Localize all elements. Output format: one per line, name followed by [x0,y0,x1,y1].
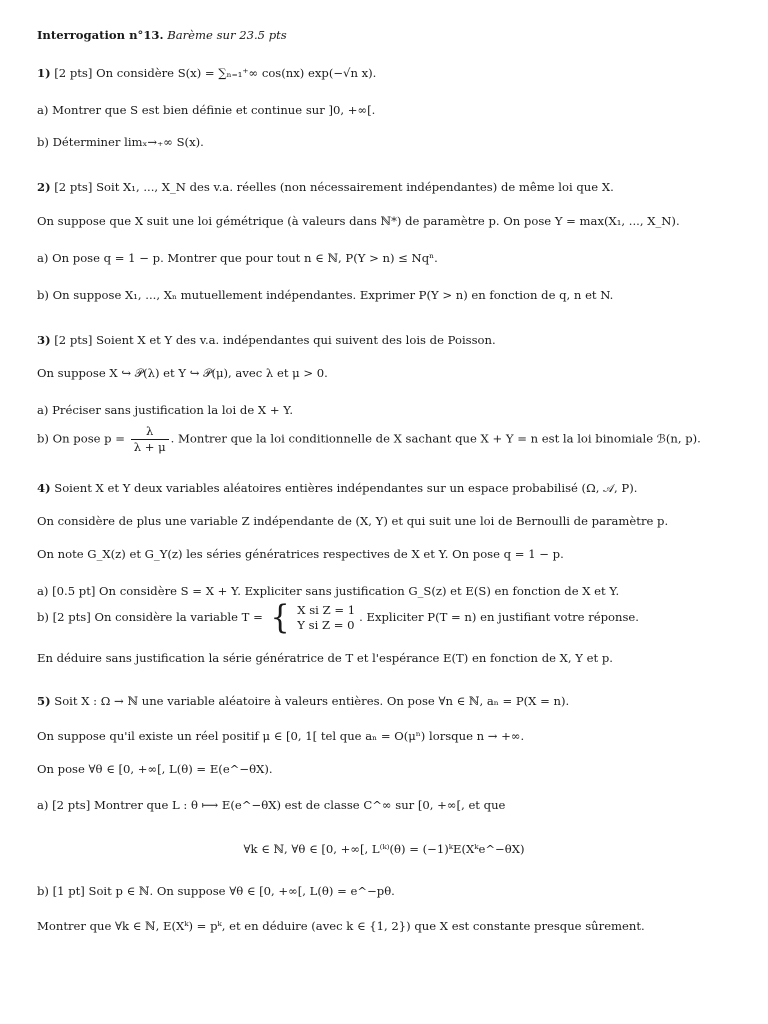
ex1-question-b: b) Déterminer limₓ→₊∞ S(x). [37,135,204,149]
ex4-variable-z: On considère de plus une variable Z indépendante de (X, Y) et qui suit une loi de Bernoulli de paramètre p. [37,514,669,528]
exam-title: Interrogation n°13. [37,28,164,42]
ex1-question-a: a) Montrer que S est bien définie et continue sur ]0, +∞[. [37,103,376,117]
ex3-number: 3) [37,333,51,347]
ex3-intro [37,333,496,348]
exam-header [37,28,287,43]
ex5-statement: Soit X : Ω → ℕ une variable aléatoire à valeurs entières. On pose ∀n ∈ ℕ, aₙ = P(X = n). [54,694,570,708]
ex2-question-b: b) On suppose X₁, ..., Xₙ mutuellement indépendantes. Exprimer P(Y > n) en fonction de q, n et N. [37,288,614,302]
ex3-question-a: a) Préciser sans justification la loi de X + Y. [37,403,294,417]
ex4-b-suffix: . Expliciter P(T = n) en justifiant votre réponse. [359,610,639,624]
ex4-question-a: a) [0.5 pt] On considère S = X + Y. Expliciter sans justification G_S(z) et E(S) en fonction de X et Y. [37,584,620,598]
ex5-question-b-continued: Montrer que ∀k ∈ ℕ, E(Xᵏ) = pᵏ, et en déduire (avec k ∈ {1, 2}) que X est constante presque sûrement. [37,919,645,933]
ex5-question-a: a) [2 pts] Montrer que L : θ ⟼ E(e^−θX) est de classe C^∞ sur [0, +∞[, et que [37,798,506,812]
ex5-hypothesis: On suppose qu'il existe un réel positif μ ∈ [0, 1[ tel que aₙ = O(μⁿ) lorsque n → +∞. [37,729,525,743]
ex3-fraction-numerator: λ [146,424,154,438]
ex3-b-suffix: . Montrer que la loi conditionnelle de X sachant que X + Y = n est la loi binomiale ℬ(n, p). [170,431,701,446]
ex5-derivative-formula: ∀k ∈ ℕ, ∀θ ∈ [0, +∞[, L⁽ᵏ⁾(θ) = (−1)ᵏE(Xᵏe^−θX) [243,842,525,856]
ex4-piecewise-definition [270,598,356,637]
ex2-intro [37,180,614,195]
ex1-number: 1) [37,66,51,80]
ex5-laplace-definition: On pose ∀θ ∈ [0, +∞[, L(θ) = E(e^−θX). [37,762,273,776]
ex4-question-b [37,598,639,637]
ex4-conclusion: En déduire sans justification la série génératrice de T et l'espérance E(T) en fonction de X, Y et p. [37,651,613,665]
ex5-intro [37,694,569,709]
ex2-hypothesis: On suppose que X suit une loi gémétrique (à valeurs dans ℕ*) de paramètre p. On pose Y = max(X₁, ..., X_N). [37,214,680,228]
ex4-b-prefix: b) [2 pts] On considère la variable T = [37,610,263,624]
ex3-fraction-denominator: λ + μ [131,439,169,455]
ex3-question-b [37,424,701,455]
ex4-case-1: X si Z = 1 [297,603,356,617]
ex2-number: 2) [37,180,51,194]
ex3-statement: [2 pts] Soient X et Y des v.a. indépendantes qui suivent des lois de Poisson. [54,333,496,347]
ex3-hypothesis: On suppose X ↪ 𝒫(λ) et Y ↪ 𝒫(μ), avec λ et μ > 0. [37,366,328,380]
exam-scale: Barème sur 23.5 pts [167,28,287,42]
ex5-question-b: b) [1 pt] Soit p ∈ ℕ. On suppose ∀θ ∈ [0, +∞[, L(θ) = e^−pθ. [37,884,395,898]
ex4-number: 4) [37,481,51,495]
ex1-intro [37,66,376,81]
ex4-case-2: Y si Z = 0 [297,618,355,632]
ex3-fraction [131,424,169,455]
ex5-number: 5) [37,694,51,708]
ex4-brace: { [270,598,290,637]
ex1-statement: [2 pts] On considère S(x) = ∑ₙ₌₁⁺∞ cos(nx) exp(−√n x). [54,66,377,80]
ex4-statement: Soient X et Y deux variables aléatoires entières indépendantes sur un espace probabilisé (Ω, 𝒜, P). [54,481,638,495]
ex2-statement: [2 pts] Soit X₁, ..., X_N des v.a. réelles (non nécessairement indépendantes) de même loi que X. [54,180,614,194]
ex2-question-a: a) On pose q = 1 − p. Montrer que pour tout n ∈ ℕ, P(Y > n) ≤ Nqⁿ. [37,251,438,265]
ex4-generating-functions: On note G_X(z) et G_Y(z) les séries génératrices respectives de X et Y. On pose q = 1 − p. [37,547,564,561]
ex3-b-prefix: b) On pose p = [37,431,126,446]
ex4-intro [37,481,637,496]
